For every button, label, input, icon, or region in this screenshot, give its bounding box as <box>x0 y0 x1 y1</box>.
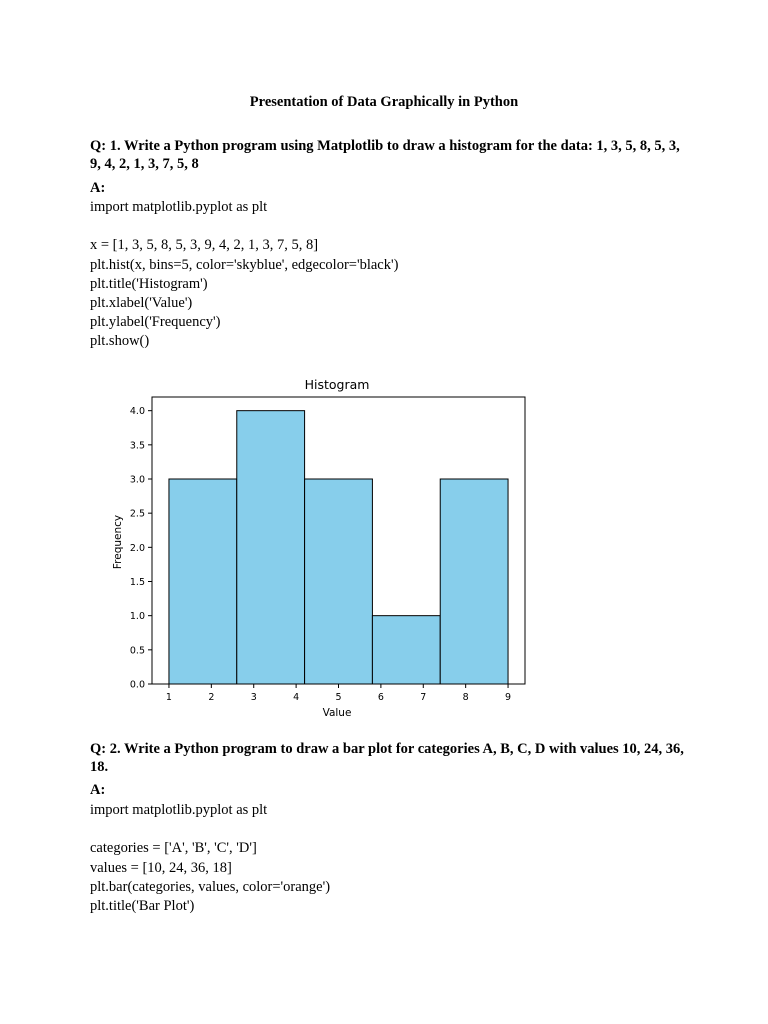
code-line: x = [1, 3, 5, 8, 5, 3, 9, 4, 2, 1, 3, 7, 5, 8] <box>90 237 319 254</box>
x-tick-label: 7 <box>420 692 427 703</box>
document-title: Presentation of Data Graphically in Python <box>249 94 519 110</box>
y-ticks <box>130 406 152 690</box>
code-line: import matplotlib.pyplot as plt <box>90 199 268 215</box>
code-line: categories = ['A', 'B', 'C', 'D'] <box>90 840 257 857</box>
y-tick-label: 1.0 <box>129 611 145 623</box>
histogram-bar <box>169 479 237 684</box>
histogram-bar <box>372 616 440 684</box>
y-tick-label: 3.0 <box>129 474 145 486</box>
y-axis-label: Frequency <box>112 514 124 570</box>
question-1: Q: 1. Write a Python program using Matplotlib to draw a histogram for the data: 1, 3, 5, 8, 5, 3, 9, 4, 2, 1, 3, 7, 5, 8 <box>90 138 680 172</box>
histogram-bar <box>305 479 373 684</box>
histogram-figure <box>100 372 540 724</box>
x-tick-label: 6 <box>377 692 384 703</box>
y-tick-label: 2.5 <box>129 508 145 520</box>
y-tick-label: 0.0 <box>129 679 145 691</box>
code-line: import matplotlib.pyplot as plt <box>90 802 268 818</box>
code-line: plt.ylabel('Frequency') <box>90 314 221 331</box>
x-tick-label: 2 <box>208 692 215 703</box>
code-line: plt.hist(x, bins=5, color='skyblue', edgecolor='black') <box>90 256 399 273</box>
x-tick-label: 8 <box>462 692 469 703</box>
code-line <box>90 820 690 839</box>
x-axis-label: Value <box>322 707 352 719</box>
y-tick-label: 3.5 <box>129 440 145 452</box>
x-tick-label: 5 <box>335 692 342 703</box>
code-line: plt.title('Bar Plot') <box>90 897 195 914</box>
code-line: values = [10, 24, 36, 18] <box>90 859 232 876</box>
code-block-2 <box>90 801 690 916</box>
code-line: plt.show() <box>90 333 150 350</box>
answer-1-label: A: <box>90 180 106 196</box>
bars-layer <box>169 411 508 684</box>
x-tick-label: 4 <box>293 692 300 703</box>
x-tick-label: 9 <box>505 692 512 703</box>
x-ticks <box>166 684 511 703</box>
code-block-1 <box>90 198 690 352</box>
code-line: plt.title('Histogram') <box>90 275 208 292</box>
histogram-chart <box>100 372 540 724</box>
histogram-bar <box>237 411 305 684</box>
y-tick-label: 0.5 <box>129 645 145 657</box>
x-tick-label: 1 <box>165 692 172 703</box>
histogram-bar <box>440 479 508 684</box>
answer-2-label: A: <box>90 782 106 798</box>
y-tick-label: 1.5 <box>129 577 145 588</box>
y-tick-label: 2.0 <box>129 542 145 554</box>
question-2: Q: 2. Write a Python program to draw a bar plot for categories A, B, C, D with values 10, 24, 36, 18. <box>90 741 684 775</box>
code-line: plt.xlabel('Value') <box>90 294 193 311</box>
code-line: plt.bar(categories, values, color='orange') <box>90 878 331 895</box>
chart-title: Histogram <box>304 377 370 392</box>
x-tick-label: 3 <box>250 692 257 703</box>
code-line <box>90 217 690 236</box>
y-tick-label: 4.0 <box>129 406 145 418</box>
